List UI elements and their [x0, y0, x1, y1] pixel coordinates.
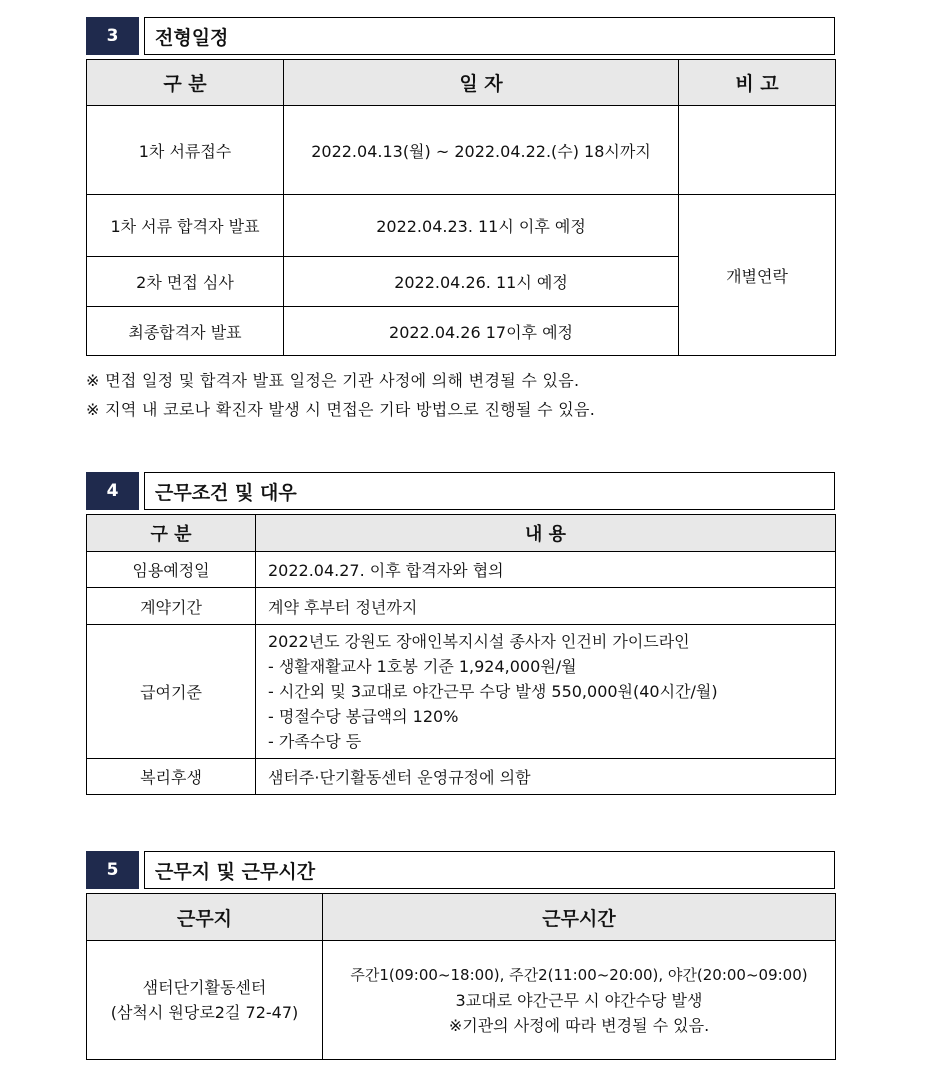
header-category: 구 분	[87, 515, 256, 552]
worktime-line: ※기관의 사정에 따라 변경될 수 있음.	[448, 1015, 710, 1035]
content-line: - 명절수당 봉급액의 120%	[268, 707, 459, 726]
conditions-table	[86, 514, 836, 795]
section-number: 5	[86, 851, 139, 889]
table-row	[87, 941, 836, 1060]
row-content: 계약 후부터 정년까지	[256, 588, 836, 625]
section-4-header	[86, 472, 835, 510]
table-row	[87, 588, 836, 625]
content-line: - 생활재활교사 1호봉 기준 1,924,000원/월	[268, 657, 577, 676]
worktime-cell	[323, 941, 836, 1060]
row-label: 계약기간	[87, 588, 256, 625]
table-header-row	[87, 60, 836, 106]
content-line: 2022년도 강원도 장애인복지시설 종사자 인건비 가이드라인	[268, 632, 690, 651]
section-number: 4	[86, 472, 139, 510]
row-label: 최종합격자 발표	[87, 307, 284, 356]
row-content: 샘터주·단기활동센터 운영규정에 의함	[256, 759, 836, 795]
header-remark: 비 고	[679, 60, 836, 106]
worktime-line: 주간1(09:00~18:00), 주간2(11:00~20:00), 야간(20:00~09:00)	[350, 965, 808, 984]
row-date: 2022.04.23. 11시 이후 예정	[284, 195, 679, 257]
content-line: - 가족수당 등	[268, 732, 362, 751]
workplace-cell	[87, 941, 323, 1060]
row-label: 임용예정일	[87, 552, 256, 588]
table-row	[87, 759, 836, 795]
worktime-line: 3교대로 야간근무 시 야간수당 발생	[455, 990, 703, 1010]
row-label: 2차 면접 심사	[87, 257, 284, 307]
schedule-note: ※ 지역 내 코로나 확진자 발생 시 면접은 기타 방법으로 진행될 수 있음.	[86, 400, 596, 419]
header-worktime: 근무시간	[323, 894, 836, 941]
table-row	[87, 625, 836, 759]
row-label: 급여기준	[87, 625, 256, 759]
row-date: 2022.04.26 17이후 예정	[284, 307, 679, 356]
row-label: 1차 서류 합격자 발표	[87, 195, 284, 257]
header-content: 내 용	[256, 515, 836, 552]
schedule-note: ※ 면접 일정 및 합격자 발표 일정은 기관 사정에 의해 변경될 수 있음.	[86, 371, 580, 390]
header-date: 일 자	[284, 60, 679, 106]
row-label: 1차 서류접수	[87, 106, 284, 195]
header-workplace: 근무지	[87, 894, 323, 941]
section-title: 전형일정	[144, 17, 835, 55]
row-label: 복리후생	[87, 759, 256, 795]
table-header-row	[87, 515, 836, 552]
row-content	[256, 625, 836, 759]
table-row	[87, 552, 836, 588]
worktime-table	[86, 893, 836, 1060]
workplace-address: (삼척시 원당로2길 72-47)	[110, 1003, 299, 1022]
row-remark-empty	[679, 106, 836, 195]
section-title: 근무조건 및 대우	[144, 472, 835, 510]
content-line: - 시간외 및 3교대로 야간근무 수당 발생 550,000원(40시간/월)	[268, 682, 718, 701]
row-content: 2022.04.27. 이후 합격자와 협의	[256, 552, 836, 588]
schedule-table	[86, 59, 836, 356]
section-title: 근무지 및 근무시간	[144, 851, 835, 889]
header-category: 구 분	[87, 60, 284, 106]
table-row	[87, 195, 836, 257]
row-remark: 개별연락	[679, 195, 836, 356]
section-5-header	[86, 851, 835, 889]
table-header-row	[87, 894, 836, 941]
row-date: 2022.04.26. 11시 예정	[284, 257, 679, 307]
section-3-header	[86, 17, 835, 55]
row-date: 2022.04.13(월) ~ 2022.04.22.(수) 18시까지	[284, 106, 679, 195]
table-row	[87, 106, 836, 195]
workplace-name: 샘터단기활동센터	[142, 978, 267, 997]
section-number: 3	[86, 17, 139, 55]
